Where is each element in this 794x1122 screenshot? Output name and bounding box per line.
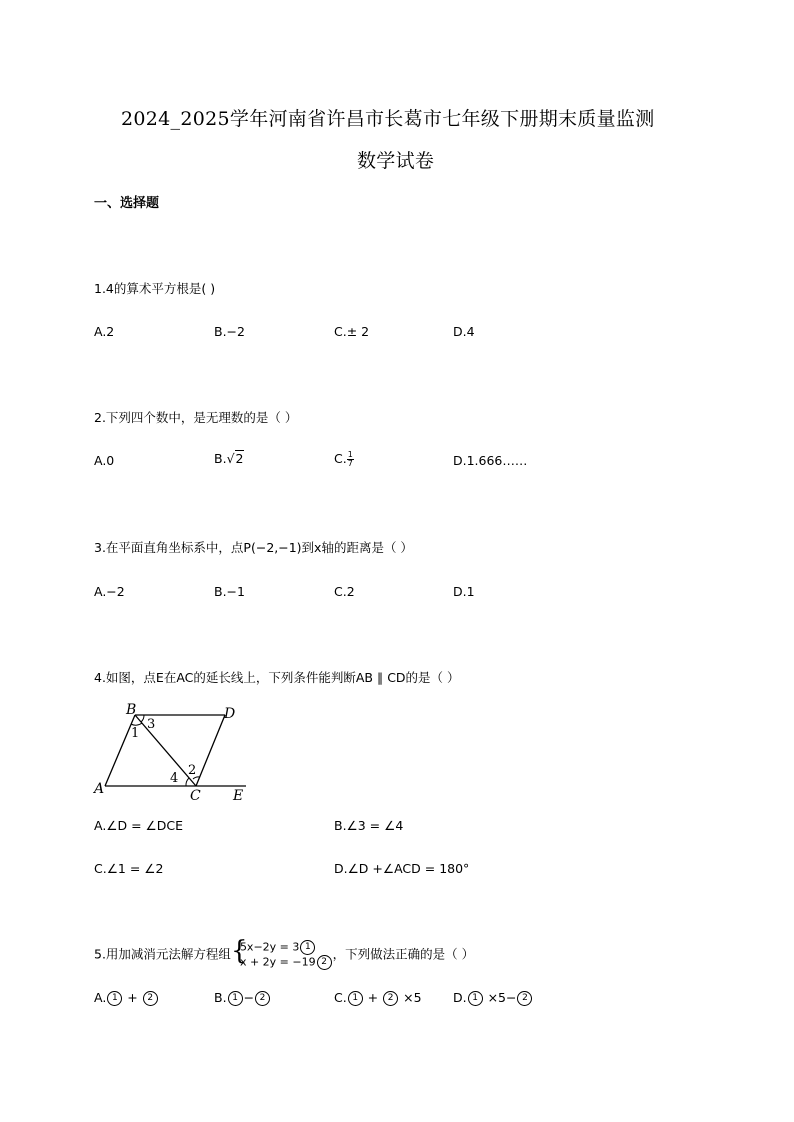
equation-2: x + 2y = −19 2 [240,955,333,970]
option-b-prefix: B. [214,451,227,466]
question-2-option-d: D.1.666…… [453,453,528,468]
question-1-option-b: B.−2 [214,324,245,339]
question-4-option-d: D.∠D +∠ACD = 180° [334,861,470,876]
label-point-b: B [126,702,137,718]
question-2-option-b [214,451,244,466]
question-3-option-a: A.−2 [94,584,125,599]
question-1-stem: 1.4的算术平方根是( ) [94,281,216,296]
fraction [347,451,354,468]
question-3-option-c: C.2 [334,584,355,599]
page-subtitle: 数学试卷 [357,150,435,172]
radicand: 2 [235,451,244,466]
numerator: 1 [347,450,353,459]
label-point-e: E [233,788,244,804]
question-1-option-d: D.4 [453,324,475,339]
label-point-a: A [94,781,105,797]
segment-bc [135,715,196,786]
question-2-stem: 2.下列四个数中，是无理数的是（ ） [94,410,298,425]
question-3-stem: 3.在平面直角坐标系中，点P(−2,−1)到x轴的距离是（ ） [94,540,413,555]
question-1-option-c: C.± 2 [334,324,370,339]
page-title: 2024_2025学年河南省许昌市长葛市七年级下册期末质量监测 [121,108,655,130]
question-1-option-a: A.2 [94,324,115,339]
question-4-option-a: A.∠D = ∠DCE [94,818,184,833]
question-4-option-b: B.∠3 = ∠4 [334,818,404,833]
label-point-d: D [224,706,236,722]
label-angle-1: 1 [131,726,140,741]
question-4-stem: 4.如图，点E在AC的延长线上，下列条件能判断AB ∥ CD的是（ ） [94,670,460,685]
question-5-option-d: D. 1 ×5− 2 [453,990,533,1006]
geometry-figure [90,700,260,805]
angle-arc-3 [141,715,144,722]
question-3-option-b: B.−1 [214,584,245,599]
sqrt-expression: √2 [226,451,244,466]
segment-cd [196,715,225,786]
question-2-option-a: A.0 [94,453,115,468]
label-angle-4: 4 [170,771,179,786]
left-brace: { [230,936,248,966]
denominator: 7 [347,459,353,468]
question-2-option-c [334,451,354,468]
question-5-option-a: A. 1 + 2 [94,990,159,1006]
equation-system [230,936,333,970]
question-3-option-d: D.1 [453,584,475,599]
equation-1: 5x−2y = 3 1 [240,940,333,955]
question-5-option-b: B. 1 − 2 [214,990,271,1006]
label-angle-3: 3 [147,717,156,732]
option-c-prefix: C. [334,451,347,466]
label-point-c: C [190,788,201,804]
question-5-stem-prefix: 5.用加减消元法解方程组 [94,946,231,962]
question-5-stem [94,936,475,970]
label-angle-2: 2 [188,763,197,778]
angle-arc-4 [186,778,189,786]
question-5-stem-suffix: ，下列做法正确的是（ ） [332,946,475,962]
question-5-option-c: C. 1 + 2 ×5 [334,990,422,1005]
section-heading: 一、选择题 [94,196,160,211]
question-4-option-c: C.∠1 = ∠2 [94,861,164,876]
angle-arc-1 [131,723,142,725]
